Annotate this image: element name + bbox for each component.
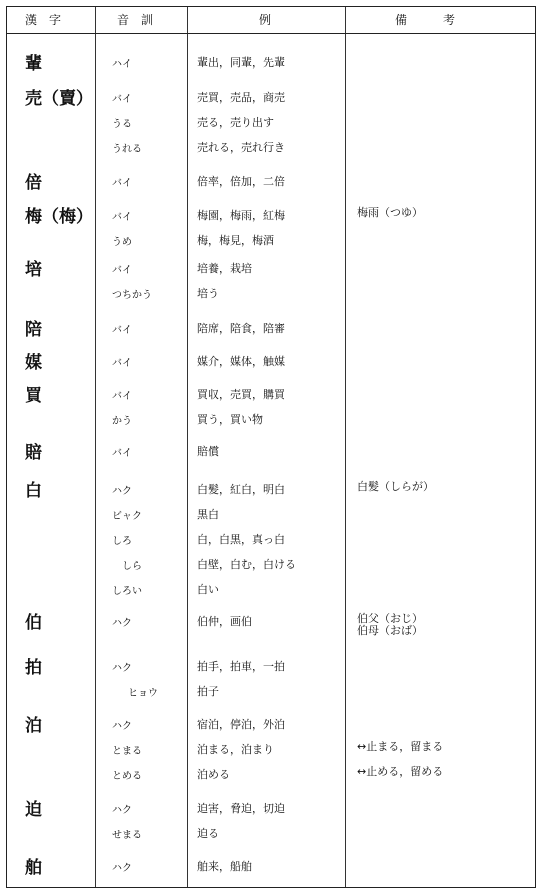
example-cell: 迫る [197, 827, 219, 840]
kanji-cell: 白 [25, 481, 42, 501]
kanji-cell: 媒 [25, 353, 42, 373]
example-cell: 梅，梅見，梅酒 [197, 234, 274, 247]
kanji-cell: 倍 [25, 173, 42, 193]
example-cell: 売る，売り出す [197, 116, 274, 129]
reading-cell: バイ [112, 391, 132, 402]
reading-cell: バイ [112, 448, 132, 459]
kanji-cell: 泊 [25, 716, 42, 736]
example-cell: 売れる，売れ行き [197, 141, 285, 154]
example-cell: 伯仲，画伯 [197, 615, 252, 628]
example-cell: 賠償 [197, 445, 219, 458]
example-cell: 倍率，倍加，二倍 [197, 175, 285, 188]
example-cell: 泊める [197, 768, 230, 781]
reading-cell: ハク [112, 805, 132, 816]
kanji-cell: 拍 [25, 658, 42, 678]
reading-cell: ハク [112, 486, 132, 497]
reading-cell: うめ [112, 237, 132, 248]
example-cell: 白い [197, 583, 219, 596]
reading-cell: うれる [112, 144, 142, 155]
reading-cell: ハイ [112, 59, 132, 70]
kanji-cell: 舶 [25, 858, 42, 878]
header-divider [7, 33, 535, 34]
kanji-cell: 輩 [25, 54, 42, 74]
column-divider [345, 7, 346, 887]
reading-cell: ハク [112, 618, 132, 629]
reading-cell: しろい [112, 586, 142, 597]
kanji-cell: 培 [25, 260, 42, 280]
reading-cell: バイ [112, 178, 132, 189]
reading-cell: しら [122, 561, 142, 572]
reading-cell: バイ [112, 325, 132, 336]
note-cell: 梅雨（つゆ） [357, 206, 423, 219]
example-cell: 培養，栽培 [197, 262, 252, 275]
reading-cell: ハク [112, 721, 132, 732]
header-note: 備 考 [395, 13, 456, 27]
column-divider [95, 7, 96, 887]
kanji-cell: 迫 [25, 800, 42, 820]
reading-cell: つちかう [112, 290, 152, 301]
header-reading: 音 訓 [117, 13, 154, 27]
kanji-cell: 買 [25, 386, 42, 406]
example-cell: 輩出，同輩，先輩 [197, 56, 285, 69]
column-divider [187, 7, 188, 887]
reading-cell: バイ [112, 358, 132, 369]
example-cell: 媒介，媒体，触媒 [197, 355, 285, 368]
kanji-cell: 陪 [25, 320, 42, 340]
example-cell: 買う，買い物 [197, 413, 263, 426]
reading-cell: バイ [112, 212, 132, 223]
reading-cell: しろ [112, 536, 132, 547]
reading-cell: ハク [112, 663, 132, 674]
example-cell: 黒白 [197, 508, 219, 521]
reading-cell: ハク [112, 863, 132, 874]
example-cell: 舶来，船舶 [197, 860, 252, 873]
reading-cell: かう [112, 416, 132, 427]
kanji-cell: 梅（梅） [25, 207, 93, 227]
note-cell: ↔止まる，留まる [357, 740, 444, 753]
reading-cell: とめる [112, 771, 142, 782]
example-cell: 迫害，脅迫，切迫 [197, 802, 285, 815]
example-cell: 宿泊，停泊，外泊 [197, 718, 285, 731]
note-cell: 白髪（しらが） [357, 480, 434, 493]
example-cell: 白壁，白む，白ける [197, 558, 296, 571]
example-cell: 培う [197, 287, 219, 300]
reading-cell: ビャク [112, 511, 142, 522]
reading-cell: せまる [112, 830, 142, 841]
note-cell: 伯父（おじ） 伯母（おば） [357, 612, 423, 637]
reading-cell: ヒョウ [128, 688, 158, 699]
example-cell: 拍手，拍車，一拍 [197, 660, 285, 673]
example-cell: 白，白黒，真っ白 [197, 533, 285, 546]
kanji-cell: 売（賣） [25, 89, 93, 109]
example-cell: 陪席，陪食，陪審 [197, 322, 285, 335]
example-cell: 泊まる，泊まり [197, 743, 274, 756]
example-cell: 白髪，紅白，明白 [197, 483, 285, 496]
example-cell: 売買，売品，商売 [197, 91, 285, 104]
header-kanji: 漢 字 [25, 13, 62, 27]
header-example: 例 [259, 13, 272, 27]
note-cell: ↔止める，留める [357, 765, 444, 778]
kanji-cell: 伯 [25, 613, 42, 633]
kanji-table [6, 6, 536, 888]
kanji-cell: 賠 [25, 443, 42, 463]
example-cell: 梅園，梅雨，紅梅 [197, 209, 285, 222]
example-cell: 買収，売買，購買 [197, 388, 285, 401]
reading-cell: バイ [112, 94, 132, 105]
reading-cell: うる [112, 119, 132, 130]
reading-cell: とまる [112, 746, 142, 757]
reading-cell: バイ [112, 265, 132, 276]
example-cell: 拍子 [197, 685, 219, 698]
